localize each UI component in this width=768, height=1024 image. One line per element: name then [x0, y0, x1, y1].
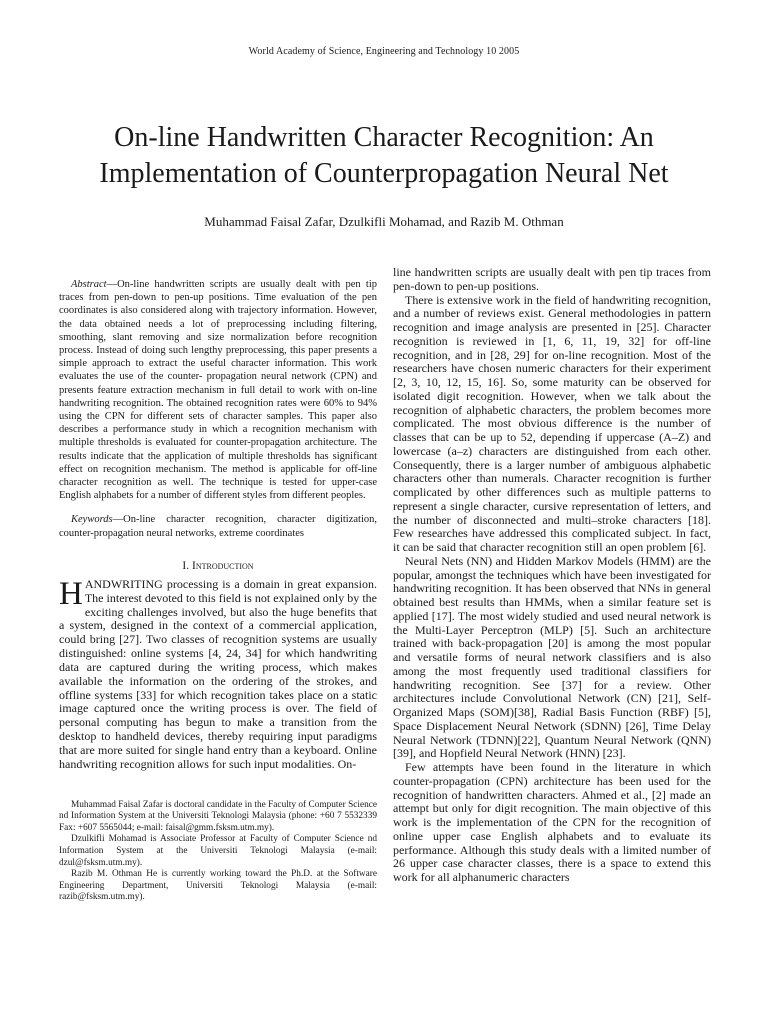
journal-header: World Academy of Science, Engineering and Technology 10 2005 — [248, 46, 520, 57]
left-column — [59, 264, 377, 904]
drop-cap: H — [59, 575, 83, 612]
abstract-dash: — — [106, 279, 118, 290]
paper-title: On-line Handwritten Character Recognition: An Implementation of Counterpropagation Neural Net — [99, 122, 669, 189]
abstract — [59, 278, 377, 502]
body-paragraph-1: line handwritten scripts are usually dealt with pen tip traces from pen-down to pen-up positions. — [393, 265, 711, 293]
keywords-text: On-line character recognition, character digitization, counter-propagation neural networks, extreme coordinates — [59, 514, 377, 539]
body-paragraph-3: Neural Nets (NN) and Hidden Markov Models (HMM) are the popular, amongst the techniques which have been investigated for handwriting recognition. It has been observed that NNs in general obtained best results than HMMs, when a similar feature set is applied [17]. The most widely studied and used neural network is the Multi-Layer Perceptron (MLP) [5]. Such an architecture trained with back-propagation [20] is among the most popular and versatile forms of neural network classifiers and is also among the most frequently used traditional classifiers for handwriting recognition. See [37] for a review. Other architectures include Convolutional Network (CN) [21], Self-Organized Maps (SOM)[38], Radial Basis Function (RBF) [5], Space Displacement Neural Network (SDNN) [26], Time Delay Neural Network (TDNN)[22], Quantum Neural Network (QNN) [39], and Hopfield Neural Network (HNN) [23]. — [393, 553, 711, 761]
right-column — [393, 266, 711, 885]
footnote-1: Muhammad Faisal Zafar is doctoral candidate in the Faculty of Computer Science nd Information System at the Universiti Teknologi Malaysia (phone: +60 7 5532339 Fax: +607 5565044; e-mail: faisal@gmm.fsksm.utm.my). — [59, 799, 377, 833]
body-paragraph-2: There is extensive work in the field of handwriting recognition, and a number of reviews exist. General methodologies in pattern recognition and image analysis are presented in [25]. Character recognition is reviewed in [1, 6, 11, 19, 32] for off-line recognition, and in [28, 29] for on-line recognition. Most of the researchers have chosen numeric characters for their experiment [2, 3, 10, 12, 15, 16]. So, some maturity can be observed for isolated digit recognition. However, when we talk about the recognition of alphabetic characters, the problem becomes more complicated. The most obvious difference is the number of classes that can be up to 52, depending if uppercase (A–Z) and lowercase (a–z) characters are distinguished from each other. Consequently, there is a larger number of ambiguous alphabetic characters other than numerals. Character recognition is further complicated by other differences such as multiple patterns to represent a single character, cursive representation of letters, and the number of disconnected and multi–stroke characters [18]. Few researches have addressed this complicated subject. In fact, it can be said that character recognition still an open problem [6]. — [393, 292, 711, 554]
footnote-2: Dzulkifli Mohamad is Associate Professor at Faculty of Computer Science nd Information System at the Universiti Teknologi Malaysia (e-mail: dzul@fsksm.utm.my). — [59, 834, 377, 868]
abstract-text: On-line handwritten scripts are usually dealt with pen tip traces from pen-down to pen-up positions. Time evaluation of the pen coordinates is also considered along with trajectory information. However, the data obtained needs a lot of preprocessing including filtering, smoothing, slant removing and size normalization before recognition process. Instead of doing such lengthy preprocessing, this paper presents a simple approach to extract the useful character information. This work evaluates the use of the counter- propagation neural network (CPN) and presents feature extraction mechanism in full detail to work with on-line handwriting recognition. The obtained recognition rates were 60% to 94% using the CPN for different sets of character samples. This paper also describes a performance study in which a recognition mechanism with multiple thresholds is evaluated for counter-propagation architecture. The results indicate that the application of multiple thresholds has significant effect on recognition mechanism. The method is applicable for off-line character recognition as well. The technique is tested for upper-case English alphabets for a number of different styles from different peoples. — [59, 279, 377, 502]
author-footnotes — [59, 800, 377, 904]
author-list: Muhammad Faisal Zafar, Dzulkifli Mohamad, and Razib M. Othman — [204, 214, 564, 229]
footnote-3: Razib M. Othman He is currently working toward the Ph.D. at the Software Engineering Department, Universiti Teknologi Malaysia (e-mail: razib@fsksm.utm.my). — [59, 869, 377, 903]
body-paragraph-4: Few attempts have been found in the literature in which counter-propagation (CPN) architecture has been used for the recognition of handwritten characters. Ahmed et al., [2] made an attempt but only for digit recognition. The main objective of this work is the implementation of the CPN for the recognition of online upper case English alphabets and to evaluate its performance. Although this study deals with a limited number of 26 upper case character classes, there is a space to extend this work for all alphanumeric characters — [393, 760, 711, 884]
introduction-paragraph — [59, 575, 377, 772]
keywords-dash: — — [112, 514, 124, 526]
section-heading-introduction: I. Introduction — [182, 559, 254, 572]
keywords-label: Keywords — [71, 514, 113, 526]
intro-caps: ANDWRITING — [84, 576, 163, 591]
keywords — [59, 513, 377, 539]
abstract-label: Abstract — [71, 279, 107, 290]
intro-text: processing is a domain in great expansion. The interest devoted to this field is not explained only by the exciting challenges involved, but also the huge benefits that a system, designed in the context of a commercial application, could bring [27]. Two classes of recognition systems are usually distinguished: online systems [4, 24, 34] for which handwriting data are captured during the writing process, which makes available the information on the ordering of the strokes, and offline systems [33] for which recognition takes place on a static image captured once the writing process is over. The field of personal computing has begun to make a transition from the desktop to handheld devices, thereby requiring input paradigms that are more suited for single hand entry than a keyboard. Online handwriting recognition allows for such input modalities. On- — [59, 576, 377, 771]
